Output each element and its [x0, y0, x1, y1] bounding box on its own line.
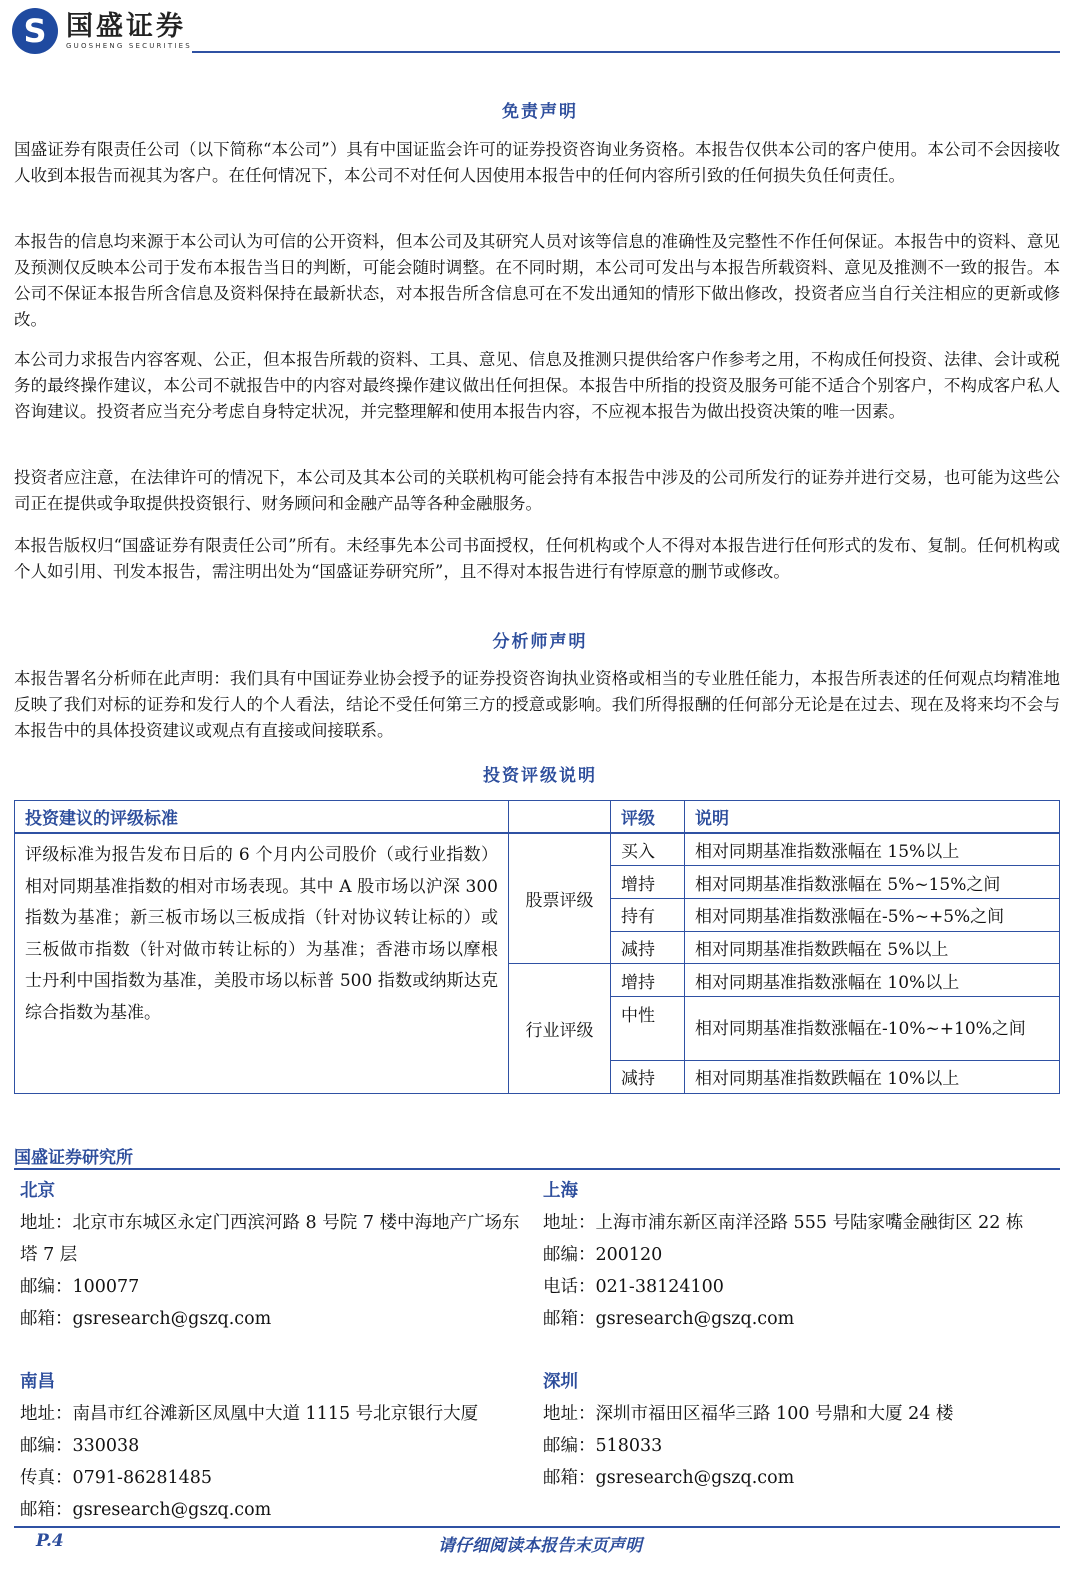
email[interactable]: 邮箱：gsresearch@gszq.com	[20, 1500, 272, 1520]
zip: 邮编：100077	[20, 1277, 140, 1297]
rating-desc: 相对同期基准指数跌幅在 10%以上	[685, 1061, 1060, 1094]
rating-desc: 相对同期基准指数涨幅在 5%~15%之间	[685, 866, 1060, 899]
header-description: 说明	[685, 801, 1060, 834]
email[interactable]: 邮箱：gsresearch@gszq.com	[543, 1468, 795, 1488]
phone: 电话：021-38124100	[543, 1277, 724, 1297]
logo-en: GUOSHENG SECURITIES	[66, 42, 192, 50]
address: 地址：北京市东城区永定门西滨河路 8 号院 7 楼中海地产广场东塔 7 层	[20, 1213, 520, 1265]
criteria-text: 评级标准为报告发布日后的 6 个月内公司股价（或行业指数）相对同期基准指数的相对市场表现。其中 A 股市场以沪深 300 指数为基准；新三板市场以三板成指（针对协议转让标的）或三板做市指数（针对做市转让标的）为基准；香港市场以摩根士丹利中国指数为基准，美股市场以标普 500 指数或纳斯达克综合指数为基准。	[15, 833, 509, 1093]
stock-rating-label: 股票评级	[509, 833, 611, 964]
institute-divider	[14, 1168, 1060, 1170]
rating-desc: 相对同期基准指数涨幅在-5%~+5%之间	[685, 899, 1060, 932]
rating-table	[14, 800, 1060, 1094]
rating-cell: 增持	[611, 964, 685, 997]
disclaimer-paragraph: 本报告的信息均来源于本公司认为可信的公开资料，但本公司及其研究人员对该等信息的准确性及完整性不作任何保证。本报告中的资料、意见及预测仅反映本公司于发布本报告当日的判断，可能会随时调整。在不同时期，本公司可发出与本报告所载资料、意见及推测不一致的报告。本公司不保证本报告所含信息及资料保持在最新状态，对本报告所含信息可在不发出通知的情形下做出修改，投资者应当自行关注相应的更新或修改。	[14, 232, 1060, 329]
city-name: 上海	[543, 1181, 578, 1201]
rating-title: 投资评级说明	[483, 766, 597, 786]
header-criteria: 投资建议的评级标准	[15, 801, 509, 834]
disclaimer-title: 免责声明	[502, 102, 578, 122]
header-divider	[192, 51, 1060, 53]
logo-icon: S	[12, 8, 58, 54]
disclaimer-paragraph: 本报告版权归“国盛证券有限责任公司”所有。未经事先本公司书面授权，任何机构或个人不得对本报告进行任何形式的发布、复制。任何机构或个人如引用、刊发本报告，需注明出处为“国盛证券研究所”，且不得对本报告进行有悖原意的删节或修改。	[14, 536, 1060, 581]
zip: 邮编：330038	[20, 1436, 140, 1456]
rating-desc: 相对同期基准指数涨幅在 15%以上	[685, 833, 1060, 866]
office-nanchang	[20, 1366, 535, 1526]
industry-rating-label: 行业评级	[509, 964, 611, 1093]
header-empty	[509, 801, 611, 834]
rating-desc: 相对同期基准指数跌幅在 5%以上	[685, 931, 1060, 964]
zip: 邮编：200120	[543, 1245, 663, 1265]
rating-desc: 相对同期基准指数涨幅在-10%~+10%之间	[685, 997, 1060, 1061]
rating-cell: 持有	[611, 899, 685, 932]
city-name: 北京	[20, 1181, 55, 1201]
analyst-paragraph: 本报告署名分析师在此声明：我们具有中国证券业协会授予的证券投资咨询执业资格或相当的专业胜任能力，本报告所表述的任何观点均精准地反映了我们对标的证券和发行人的个人看法，结论不受任何第三方的授意或影响。我们所得报酬的任何部分无论是在过去、现在及将来均不会与本报告中的具体投资建议或观点有直接或间接联系。	[14, 669, 1060, 740]
rating-cell: 买入	[611, 833, 685, 866]
rating-cell: 减持	[611, 931, 685, 964]
footer-divider	[14, 1526, 1060, 1528]
header-rating: 评级	[611, 801, 685, 834]
office-shenzhen	[543, 1366, 1058, 1494]
rating-cell: 减持	[611, 1061, 685, 1094]
footer-note: 请仔细阅读本报告末页声明	[438, 1536, 642, 1556]
address: 地址：上海市浦东新区南洋泾路 555 号陆家嘴金融街区 22 栋	[543, 1213, 1024, 1233]
company-logo	[12, 8, 192, 54]
rating-desc: 相对同期基准指数涨幅在 10%以上	[685, 964, 1060, 997]
page-number: P.4	[36, 1531, 64, 1551]
institute-name: 国盛证券研究所	[14, 1148, 133, 1168]
address: 地址：南昌市红谷滩新区凤凰中大道 1115 号北京银行大厦	[20, 1404, 479, 1424]
office-beijing	[20, 1175, 530, 1335]
office-shanghai	[543, 1175, 1058, 1335]
fax: 传真：0791-86281485	[20, 1468, 213, 1488]
analyst-title: 分析师声明	[492, 632, 588, 652]
rating-cell: 中性	[611, 997, 685, 1061]
email[interactable]: 邮箱：gsresearch@gszq.com	[20, 1309, 272, 1329]
email[interactable]: 邮箱：gsresearch@gszq.com	[543, 1309, 795, 1329]
disclaimer-paragraph: 本公司力求报告内容客观、公正，但本报告所载的资料、工具、意见、信息及推测只提供给客户作参考之用，不构成任何投资、法律、会计或税务的最终操作建议，本公司不就报告中的内容对最终操作建议做出任何担保。本报告中所指的投资及服务可能不适合个别客户，不构成客户私人咨询建议。投资者应当充分考虑自身特定状况，并完整理解和使用本报告内容，不应视本报告为做出投资决策的唯一因素。	[14, 350, 1060, 421]
city-name: 南昌	[20, 1372, 55, 1392]
address: 地址：深圳市福田区福华三路 100 号鼎和大厦 24 楼	[543, 1404, 954, 1424]
zip: 邮编：518033	[543, 1436, 663, 1456]
disclaimer-paragraph: 国盛证券有限责任公司（以下简称“本公司”）具有中国证监会许可的证券投资咨询业务资格。本报告仅供本公司的客户使用。本公司不会因接收人收到本报告而视其为客户。在任何情况下，本公司不对任何人因使用本报告中的任何内容所引致的任何损失负任何责任。	[14, 140, 1060, 185]
city-name: 深圳	[543, 1372, 578, 1392]
disclaimer-paragraph: 投资者应注意，在法律许可的情况下，本公司及其本公司的关联机构可能会持有本报告中涉及的公司所发行的证券并进行交易，也可能为这些公司正在提供或争取提供投资银行、财务顾问和金融产品等各种金融服务。	[14, 468, 1060, 513]
rating-cell: 增持	[611, 866, 685, 899]
logo-cn: 国盛证券	[66, 11, 186, 42]
